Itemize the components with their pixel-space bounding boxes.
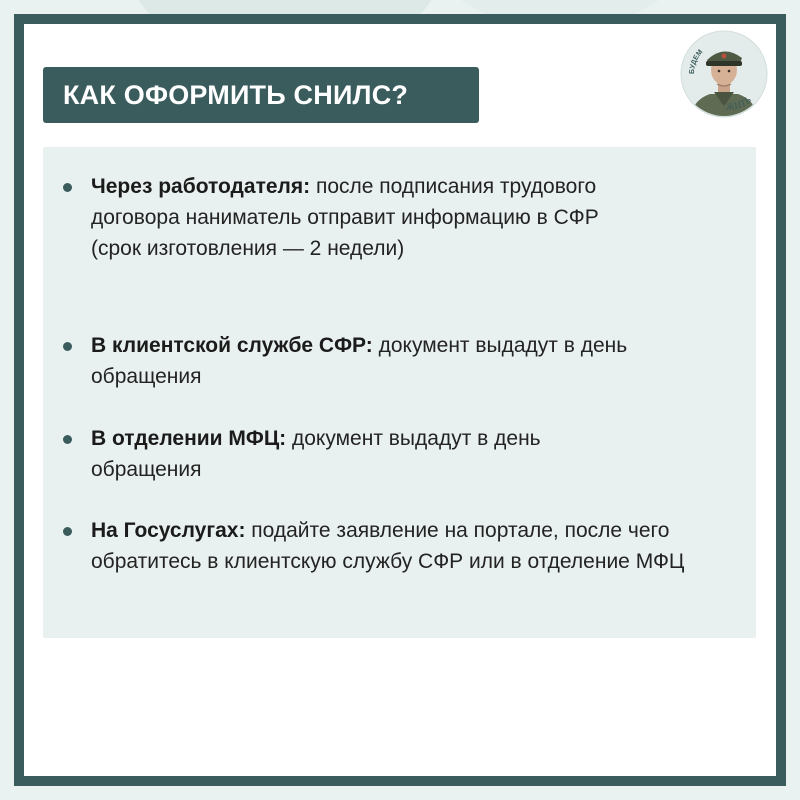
list-item-heading: В клиентской службе СФР: — [91, 334, 373, 357]
list-item — [63, 330, 703, 392]
list-item-body: после подписания трудового договора наниматель отправит информацию в СФР (срок изготовления — 2 недели) — [91, 175, 599, 260]
list-item — [63, 171, 703, 264]
list-item — [63, 515, 703, 577]
bullet-icon — [63, 183, 72, 192]
list-item — [63, 423, 703, 485]
list-item-body: документ выдадут в день обращения — [91, 427, 541, 481]
title-banner — [43, 67, 479, 123]
logo-text-top: БУДЕМ — [688, 48, 705, 75]
list-item-body: подайте заявление на портале, после чего обратитесь в клиентскую службу СФР или в отделение МФЦ — [91, 519, 685, 573]
list-item-heading: В отделении МФЦ: — [91, 427, 287, 450]
list-item-heading: На Госуслугах: — [91, 519, 246, 542]
page-title: КАК ОФОРМИТЬ СНИЛС? — [63, 79, 409, 110]
list-item-text — [91, 515, 703, 577]
info-card — [43, 147, 756, 638]
list-item-text — [91, 330, 703, 392]
bullet-icon — [63, 435, 72, 444]
logo-text-bottom: ЖИТЬ — [725, 94, 754, 114]
list-item-text — [91, 171, 651, 264]
soldier-portrait-icon — [680, 30, 768, 118]
list-item-heading: Через работодателя: — [91, 175, 311, 198]
list-item-text — [91, 423, 611, 485]
list-item-body: документ выдадут в день обращения — [91, 334, 628, 388]
bullet-icon — [63, 342, 72, 351]
logo — [680, 30, 768, 118]
bullet-icon — [63, 527, 72, 536]
